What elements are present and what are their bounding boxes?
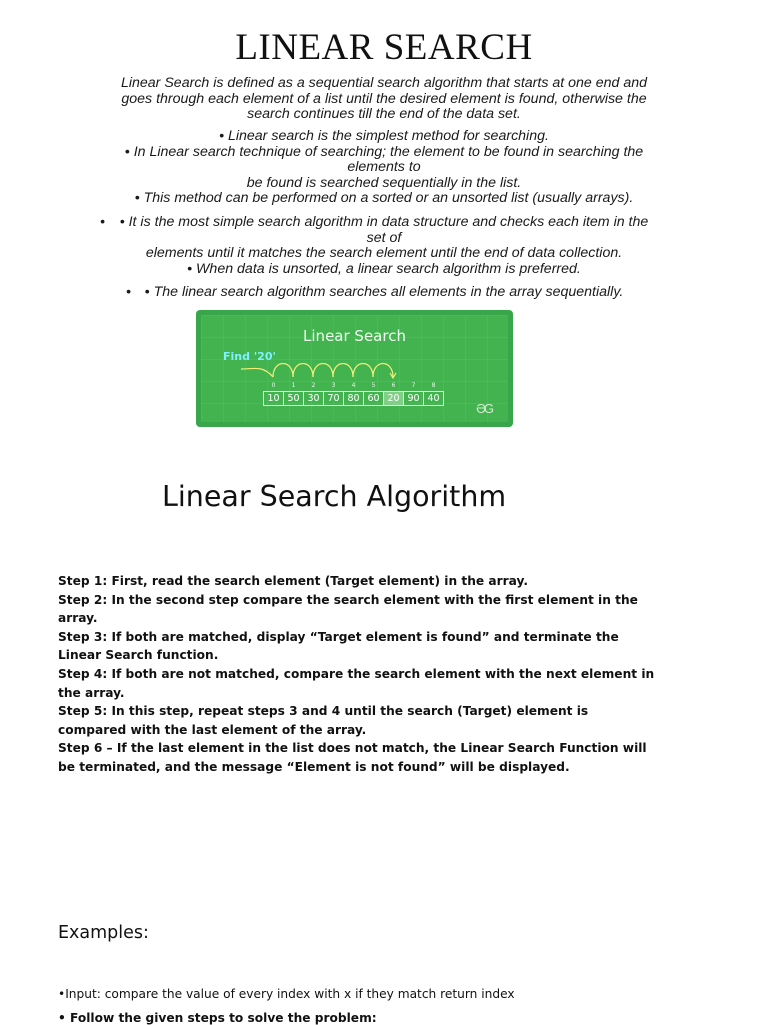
page-title: LINEAR SEARCH [235,27,533,68]
intro-line: search continues till the end of the data set. [247,106,521,122]
step-label: Step 4: [58,666,108,681]
search-arrow [313,364,333,378]
bullet-item: • When data is unsorted, a linear search algorithm is preferred. [187,260,581,277]
array-index: 4 [351,382,356,389]
search-arrow [293,364,313,378]
step-label: Step 1: [58,574,108,588]
step-text: If both are matched, display “Target element is found” and terminate the Linear Search function. [58,629,619,663]
intro-line: Linear Search is defined as a sequential search algorithm that starts at one end and [120,75,648,91]
example-line: • Follow the given steps to solve the problem: [58,1011,377,1025]
array-cell: 40 [423,391,444,406]
search-arrow [333,364,353,378]
outer-bullet: • [100,214,105,230]
array-index: 5 [371,382,376,389]
bullet-item: • This method can be performed on a sorted or an unsorted list (usually arrays). [134,190,634,206]
array-index: 1 [291,382,296,389]
array-cell: 60 [363,391,384,406]
bullet-item: • Linear search is the simplest method for searching. [219,128,549,144]
bullet-item-continuation: be found is searched sequentially in the list. [246,174,522,191]
bullet-item-continuation: elements to [347,159,421,175]
array-index: 2 [311,382,316,389]
array-cell: 80 [343,391,364,406]
examples-heading: Examples: [58,923,149,943]
step-text: In the second step compare the search element with the first element in the array. [58,592,638,626]
illustration-title: Linear Search [303,327,406,345]
bullet-item-continuation: set of [366,229,402,246]
bullet-item: • It is the most simple search algorithm in data structure and checks each item in the [119,214,649,230]
bullet-item: • The linear search algorithm searches all elements in the array sequentially. [144,284,624,300]
array-cell: 90 [403,391,424,406]
step-label: Step 6 – [58,741,113,756]
bullet-block-1 [96,129,672,207]
array-cell: 70 [323,391,344,406]
step-item [58,591,658,628]
array-cell: 30 [303,391,324,406]
illustration-panel [201,315,508,422]
array-index: 7 [411,382,416,389]
step-item [58,702,658,739]
outer-bullet: • [126,284,131,300]
search-arrow [353,364,373,378]
bullet-block-3 [96,285,672,301]
bullet-item: • In Linear search technique of searching; the element to be found in searching the [124,143,644,160]
linear-search-illustration [196,310,513,427]
array-index: 3 [331,382,336,389]
array-index: 6 [391,382,396,389]
section-heading: Linear Search Algorithm [162,480,507,513]
array-cell: 20 [383,391,404,406]
bullet-block-2 [96,215,672,277]
step-item [58,739,658,776]
bullet-line [96,215,672,231]
intro-paragraph [100,76,668,123]
array-cell: 50 [283,391,304,406]
step-text: If both are not matched, compare the search element with the next element in the array. [58,666,655,700]
array-index: 0 [271,382,276,389]
step-text: If the last element in the list does not match, the Linear Search Function will be terminated, and the message “Element is not found” will be displayed. [58,741,647,774]
step-label: Step 3: [58,629,108,644]
example-line: •Input: compare the value of every index with x if they match return index [58,987,515,1001]
watermark-logo: ƏG [476,401,492,416]
bullet-line [96,285,672,301]
step-item [58,665,658,702]
algorithm-steps [58,572,658,777]
step-item [58,572,658,591]
array-cell: 10 [263,391,284,406]
bullet-item-continuation: elements until it matches the search element until the end of data collection. [145,245,623,261]
step-label: Step 5: [58,704,108,719]
array-cells [263,391,443,406]
step-item [58,628,658,665]
step-label: Step 2: [58,592,108,607]
intro-line: goes through each element of a list until the desired element is found, otherwise the [121,90,647,107]
step-text: First, read the search element (Target element) in the array. [107,574,528,588]
find-label: Find '20' [223,350,276,363]
start-arrow [241,368,273,377]
array-index: 8 [431,382,436,389]
search-arrow [273,364,293,378]
step-text: In this step, repeat steps 3 and 4 until the search (Target) element is compared with the last element of the array. [58,704,589,737]
search-arrow [373,364,393,378]
